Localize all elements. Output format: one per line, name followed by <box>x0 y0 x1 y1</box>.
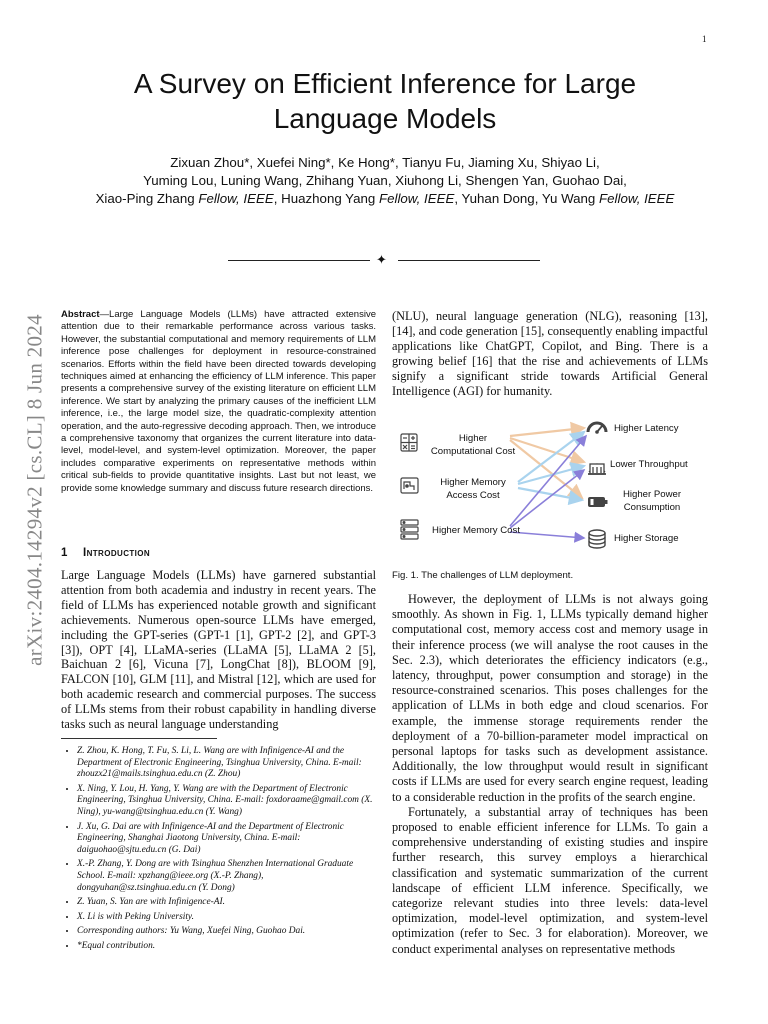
separator-diamond-icon: ✦ <box>376 252 387 267</box>
figure-caption: Fig. 1. The challenges of LLM deployment. <box>392 570 574 581</box>
arrows-memory-access-cost <box>518 432 584 500</box>
author-name: Xiao-Ping Zhang <box>95 191 195 206</box>
author-name: , Huazhong Yang <box>273 191 376 206</box>
author-line-2: Yuming Lou, Luning Wang, Zhihang Yuan, Xiuhong Li, Shengen Yan, Guohao Dai, <box>143 173 627 188</box>
footnote-item: • Z. Yuan, S. Yan are with Infinigence-AI. <box>77 896 381 909</box>
footnote-item: • X. Li is with Peking University. <box>77 911 381 924</box>
footnote-item: • Z. Zhou, K. Hong, T. Fu, S. Li, L. Wang are with Infinigence-AI and the Department of Electronic Engineering, Tsinghua University, China. E-mail: zhouzx21@mails.tsinghua.edu.cn (Z. Zhou) <box>77 745 381 781</box>
footnote-item: • *Equal contribution. <box>77 940 381 953</box>
page-number: 1 <box>702 34 707 44</box>
cause-label-memory: Higher Memory Cost <box>432 525 520 536</box>
footnote-rule <box>61 738 217 739</box>
author-name: , Yuhan Dong, Yu Wang <box>454 191 596 206</box>
calculator-icon <box>401 434 417 451</box>
storage-icon <box>589 530 605 548</box>
arxiv-identifier-text: arXiv:2404.14294v2 [cs.CL] 8 Jun 2024 <box>22 314 47 666</box>
abstract-text: —Large Language Models (LLMs) have attracted extensive attention due to their remarkable performance across various tasks. However, the substantial computational and memory requirements of LLM inference pose challenges for deployment in resource-constrained scenarios. Efforts within the field have been directed towards developing techniques aimed at enhancing the efficiency of LLM inference. This paper presents a comprehensive survey of the existing literature on efficient LLM inference. We start by analyzing the primary causes of the inefficient LLM inference, i.e., the large model size, the quadratic-complexity attention operation, and the auto-regressive decoding approach. Then, we introduce a comprehensive taxonomy that organizes the current literature into data-level, model-level, and system-level optimization. Moreover, the paper includes comparative experiments on representative methods within critical sub-fields to provide quantitative insights. Last but not least, we provide some knowledge summary and discuss future research directions. <box>61 309 376 494</box>
separator-line-right <box>398 260 540 261</box>
effect-label-storage: Higher Storage <box>614 533 679 544</box>
server-icon <box>401 520 418 539</box>
author-fellow-title: Fellow, IEEE <box>378 191 455 206</box>
paper-title: A Survey on Efficient Inference for Large Language Models <box>133 68 637 134</box>
author-line-3 <box>40 190 730 208</box>
abstract <box>61 309 376 495</box>
footnote-item: • X. Ning, Y. Lou, H. Yang, Y. Wang are with the Department of Electronic Engineering, Tsinghua University, China. E-mail: foxdoraame@gmail.com (X. Ning), yu-wang@tsinghua.edu.cn (Y. Wang) <box>77 783 381 819</box>
cause-label-memory-access: Higher Memory Access Cost <box>440 477 506 501</box>
effect-label-throughput: Lower Throughput <box>610 459 688 470</box>
footnote-item: • Corresponding authors: Yu Wang, Xuefei Ning, Guohao Dai. <box>77 925 381 938</box>
body-paragraph: Fortunately, a substantial array of techniques has been proposed to enable efficient inference for LLMs. To gain a comprehensive understanding of existing studies and inspire further research, this survey employs a hierarchical classification and systematic summarization of the current landscape of efficient LLM inference. Specifically, we categorize relevant studies into three levels: data-level optimization, model-level optimization, and system-level optimization (refer to Sec. 3 for elaboration). Moreover, we conduct experimental analyses on representative methods <box>392 804 708 956</box>
effect-label-power: Higher Power Consumption <box>622 489 682 513</box>
author-footnotes <box>61 745 381 955</box>
body-text-right-column <box>392 592 708 957</box>
figure-llm-deployment-challenges <box>392 412 710 562</box>
effect-label-latency: Higher Latency <box>614 423 679 434</box>
battery-icon <box>588 497 608 507</box>
section-title: Introduction <box>83 547 151 559</box>
speedometer-icon <box>588 423 606 434</box>
footnote-item: • J. Xu, G. Dai are with Infinigence-AI and the Department of Electronic Engineering, Shanghai Jiaotong University, China. E-mail: daiguohao@sjtu.edu.cn (G. Dai) <box>77 821 381 857</box>
separator-line-left <box>228 260 370 261</box>
author-fellow-title: Fellow, IEEE <box>599 191 675 206</box>
author-list <box>40 154 730 208</box>
introduction-continued-paragraph: (NLU), neural language generation (NLG), reasoning [13], [14], and code generation [15], consequently enabling impactful applications like ChatGPT, Copilot, and Bing. There is a growing belief [16] that the rise and achievements of LLMs signify a significant stride towards Artificial General Intelligence (AGI) for humanity. <box>392 309 708 398</box>
footnote-item: • X.-P. Zhang, Y. Dong are with Tsinghua Shenzhen International Graduate School. E-mail: xpzhang@ieee.org (X.-P. Zhang), dongyuhan@sz.tsinghua.edu.cn (Y. Dong) <box>77 858 381 894</box>
arxiv-identifier-stamp <box>20 290 50 690</box>
abstract-label: Abstract <box>61 309 100 320</box>
section-number: 1 <box>61 547 68 559</box>
cause-label-computational: Higher Computational Cost <box>430 433 516 457</box>
author-line-1: Zixuan Zhou*, Xuefei Ning*, Ke Hong*, Tianyu Fu, Jiaming Xu, Shiyao Li, <box>170 155 600 170</box>
author-fellow-title: Fellow, IEEE <box>198 191 274 206</box>
throughput-icon <box>588 464 606 474</box>
body-paragraph: However, the deployment of LLMs is not always going smoothly. As shown in Fig. 1, LLMs typically demand higher computational cost, memory access cost and memory usage in their inference process (we will analyse the root causes in the Sec. 2.3), which deteriorates the efficiency indicators (e.g., latency, throughput, power consumption and storage) in the resource-constrained scenarios. This poses challenges for the application of LLMs in both edge and cloud scenarios. For example, the immense storage requirements render the deployment of a 70-billion-parameter model impractical on personal laptops for tasks such as development assistance. Additionally, the low throughput would result in significant costs if LLMs are used for every search engine request, leading to a considerable reduction in the profits of the search engine. <box>392 592 708 804</box>
memory-access-icon <box>401 478 418 493</box>
section-heading-introduction <box>61 547 376 559</box>
introduction-paragraph: Large Language Models (LLMs) have garnered substantial attention from both academia and industry in recent years. The field of LLMs has experienced notable growth and significant achievements. Numerous open-source LLMs have emerged, including the GPT-series (GPT-1 [1], GPT-2 [2], and GPT-3 [3]), OPT [4], LLaMA-series (LLaMA [5], LLaMA 2 [5], Baichuan 2 [6], Vicuna [7], LongChat [8]), BLOOM [9], FALCON [10], GLM [11], and Mistral [12], which are used for both academic research and commercial purposes. The success of LLMs stems from their robust capability in handling diverse tasks such as neural language understanding <box>61 568 376 732</box>
